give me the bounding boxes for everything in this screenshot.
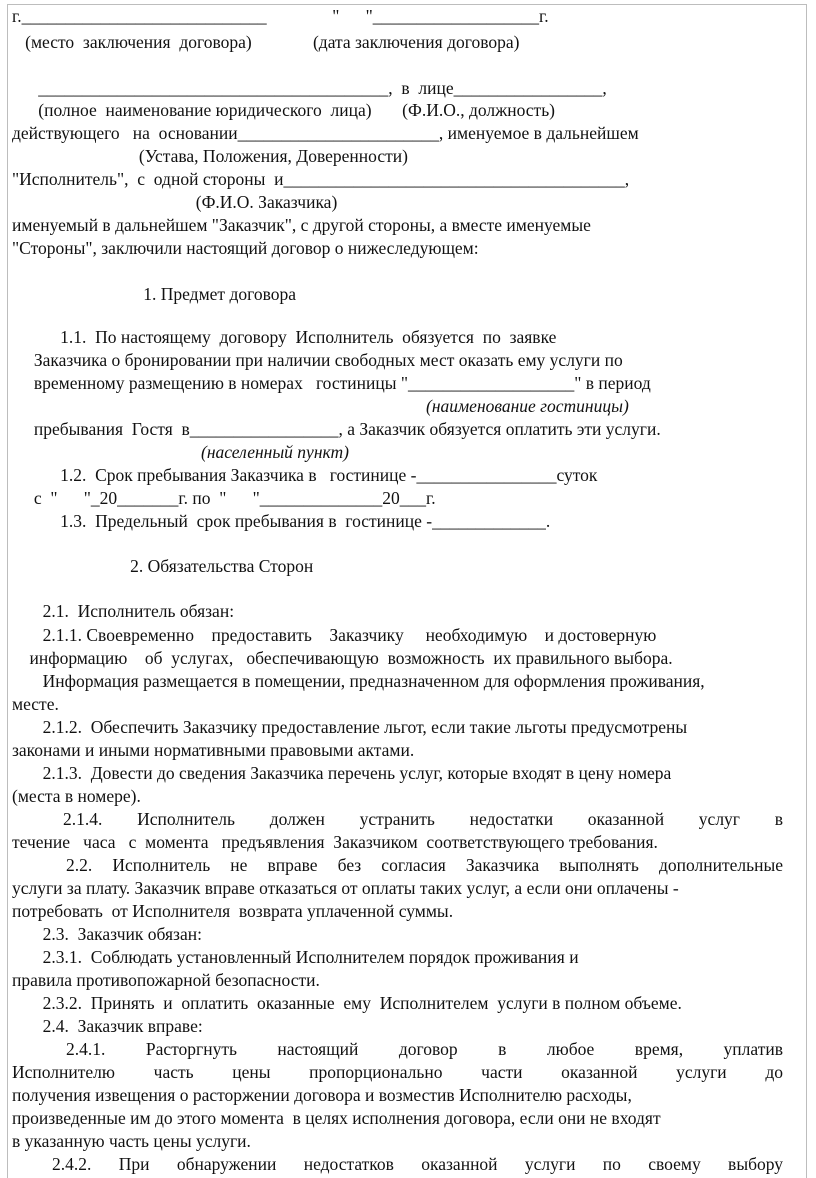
clause-2-4-2-line-1: 2.4.2. При обнаружении недостатков оказанной услуги по своему выбору <box>52 1154 783 1174</box>
clause-2-1-3-line-1: 2.1.3. Довести до сведения Заказчика перечень услуг, которые входят в цену номера <box>12 763 672 783</box>
clause-2-1-1-line-1: 2.1.1. Своевременно предоставить Заказчику необходимую и достоверную <box>12 625 657 645</box>
line-basis-caption: (Устава, Положения, Доверенности) <box>12 146 408 166</box>
line-place-date-captions: (место заключения договора) (дата заключения договора) <box>12 32 520 52</box>
line-customer-caption: (Ф.И.О. Заказчика) <box>12 192 338 212</box>
line-place-date-blanks: г.____________________________ " "___________________г. <box>12 6 549 26</box>
clause-1-1-line-4: пребывания Гостя в_________________, а Заказчик обязуется оплатить эти услуги. <box>12 419 661 439</box>
clause-2-4-1-line-3: получения извещения о расторжении договора и возместив Исполнителю расходы, <box>12 1085 632 1105</box>
clause-2-4-1-line-2: Исполнителю часть цены пропорционально части оказанной услуги до <box>12 1062 783 1082</box>
clause-2-3: 2.3. Заказчик обязан: <box>12 924 202 944</box>
clause-1-2-line-1: 1.2. Срок пребывания Заказчика в гостинице -________________суток <box>12 465 598 485</box>
line-executor-customer: "Исполнитель", с одной стороны и_______________________________________, <box>12 169 630 189</box>
clause-1-2-line-2: с " "_20_______г. по " "______________20___г. <box>12 488 436 508</box>
clause-2-4: 2.4. Заказчик вправе: <box>12 1016 203 1036</box>
clause-2-1-3-line-2: (места в номере). <box>12 786 141 806</box>
clause-2-2-line-3: потребовать от Исполнителя возврата уплаченной суммы. <box>12 901 454 921</box>
clause-2-4-1-line-4: произведенные им до этого момента в целях исполнения договора, если они не входят <box>12 1108 661 1128</box>
line-legal-entity-captions: (полное наименование юридического лица) (Ф.И.О., должность) <box>12 100 556 120</box>
hotel-name-caption: (наименование гостиницы) <box>426 396 629 416</box>
clause-2-1-1-line-4: месте. <box>12 694 59 714</box>
clause-1-1-line-1: 1.1. По настоящему договору Исполнитель обязуется по заявке <box>12 327 557 347</box>
clause-1-3: 1.3. Предельный срок пребывания в гостинице -_____________. <box>12 511 551 531</box>
clause-2-1-1-line-3: Информация размещается в помещении, предназначенном для оформления проживания, <box>12 671 705 691</box>
clause-2-2-line-1: 2.2. Исполнитель не вправе без согласия Заказчика выполнять дополнительные <box>66 855 783 875</box>
clause-2-3-2: 2.3.2. Принять и оплатить оказанные ему Исполнителем услуги в полном объеме. <box>12 993 682 1013</box>
clause-2-1: 2.1. Исполнитель обязан: <box>12 601 235 621</box>
clause-1-1-line-2: Заказчика о бронировании при наличии свободных мест оказать ему услуги по <box>12 350 623 370</box>
clause-2-1-2-line-2: законами и иными нормативными правовыми актами. <box>12 740 415 760</box>
clause-2-4-1-line-1: 2.4.1. Расторгнуть настоящий договор в любое время, уплатив <box>66 1039 783 1059</box>
clause-2-3-1-line-2: правила противопожарной безопасности. <box>12 970 320 990</box>
clause-2-1-4-line-1: 2.1.4. Исполнитель должен устранить недостатки оказанной услуг в <box>63 809 783 829</box>
line-parties-agreed: "Стороны", заключили настоящий договор о нижеследующем: <box>12 238 479 258</box>
section-2-heading: 2. Обязательства Сторон <box>12 556 314 576</box>
line-acting-basis: действующего на основании_______________________, именуемое в дальнейшем <box>12 123 639 143</box>
clause-2-3-1-line-1: 2.3.1. Соблюдать установленный Исполнителем порядок проживания и <box>12 947 579 967</box>
clause-2-1-4-line-2: течение часа с момента предъявления Заказчиком соответствующего требования. <box>12 832 658 852</box>
section-1-heading: 1. Предмет договора <box>12 284 296 304</box>
clause-2-1-1-line-2: информацию об услугах, обеспечивающую возможность их правильного выбора. <box>12 648 673 668</box>
line-legal-entity-blank: ________________________________________, в лице_________________, <box>12 78 607 98</box>
clause-2-4-1-line-5: в указанную часть цены услуги. <box>12 1131 251 1151</box>
line-customer-named: именуемый в дальнейшем "Заказчик", с другой стороны, а вместе именуемые <box>12 215 591 235</box>
clause-2-1-2-line-1: 2.1.2. Обеспечить Заказчику предоставление льгот, если такие льготы предусмотрены <box>12 717 688 737</box>
clause-2-2-line-2: услуги за плату. Заказчик вправе отказаться от оплаты таких услуг, а если они оплачены - <box>12 878 679 898</box>
locality-caption: (населенный пункт) <box>201 442 349 462</box>
clause-1-1-line-3: временному размещению в номерах гостиницы "___________________" в период <box>12 373 651 393</box>
